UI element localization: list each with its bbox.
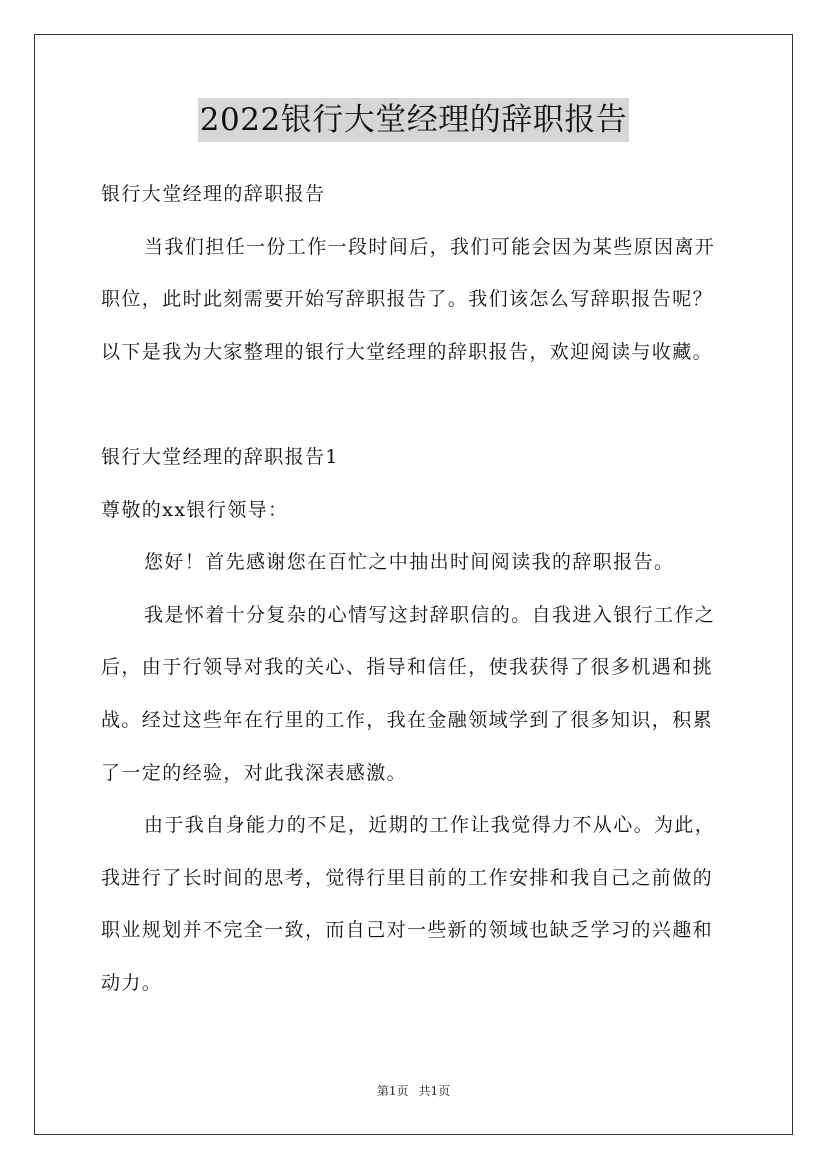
body-line: 由于我自身能力的不足，近期的工作让我觉得力不从心。为此， <box>144 814 716 837</box>
body-line: 我进行了长时间的思考，觉得行里目前的工作安排和我自己之前做的 <box>101 866 714 889</box>
body-line: 后，由于行领导对我的关心、指导和信任，使我获得了很多机遇和挑 <box>101 656 714 679</box>
document-body <box>101 172 731 1014</box>
title-container <box>0 98 827 142</box>
body-line: 战。经过这些年在行里的工作，我在金融领域学到了很多知识，积累 <box>101 708 714 731</box>
body-line: 职业规划并不完全一致，而自己对一些新的领域也缺乏学习的兴趣和 <box>101 919 714 942</box>
body-line: 了一定的经验，对此我深表感激。 <box>101 761 408 784</box>
body-line: 动力。 <box>101 971 163 994</box>
body-line: 尊敬的xx银行领导： <box>101 498 289 521</box>
page-footer <box>0 1081 827 1101</box>
body-line: 您好！首先感谢您在百忙之中抽出时间阅读我的辞职报告。 <box>144 551 675 574</box>
body-line: 以下是我为大家整理的银行大堂经理的辞职报告，欢迎阅读与收藏。 <box>101 340 714 363</box>
blank-line <box>101 382 731 435</box>
body-line: 我是怀着十分复杂的心情写这封辞职信的。自我进入银行工作之 <box>144 603 716 626</box>
body-line: 银行大堂经理的辞职报告1 <box>101 445 339 468</box>
document-title: 2022银行大堂经理的辞职报告 <box>198 98 629 142</box>
body-line: 职位，此时此刻需要开始写辞职报告了。我们该怎么写辞职报告呢？ <box>101 288 714 311</box>
page-total: 共1页 <box>418 1084 451 1098</box>
body-line: 银行大堂经理的辞职报告 <box>101 183 326 205</box>
page-number: 第1页 <box>376 1084 409 1098</box>
body-line: 当我们担任一份工作一段时间后，我们可能会因为某些原因离开 <box>144 235 716 258</box>
